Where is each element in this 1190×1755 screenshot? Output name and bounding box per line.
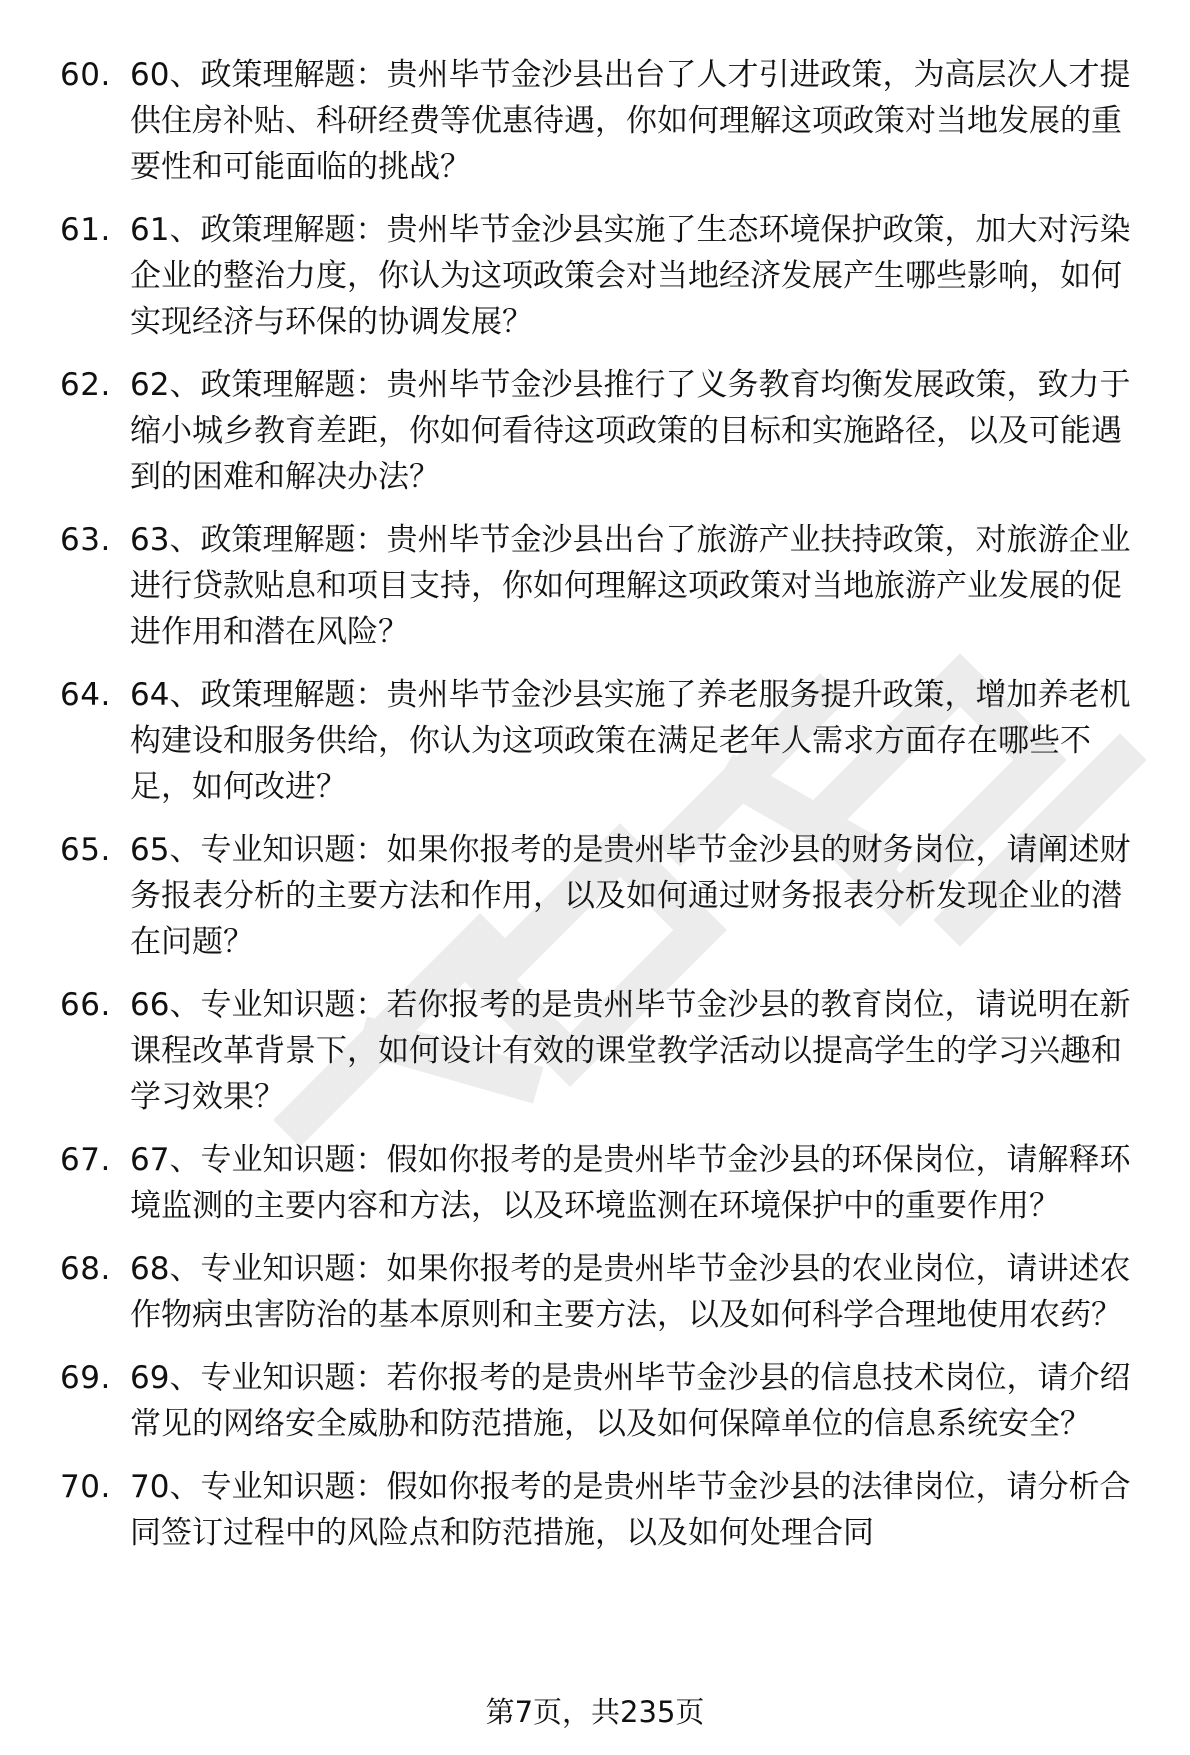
question-text: 67、专业知识题：假如你报考的是贵州毕节金沙县的环保岗位，请解释环境监测的主要内容和方法，以及环境监测在环境保护中的重要作用？ [130, 1142, 1131, 1224]
question-item [60, 672, 1160, 810]
question-item [60, 52, 1160, 190]
question-number: 70. [60, 1469, 111, 1505]
question-item [60, 362, 1160, 500]
question-item [60, 1464, 1160, 1556]
question-item [60, 982, 1160, 1120]
question-number: 64. [60, 677, 111, 713]
question-number: 69. [60, 1360, 111, 1396]
question-item [60, 1355, 1160, 1447]
question-text: 68、专业知识题：如果你报考的是贵州毕节金沙县的农业岗位，请讲述农作物病虫害防治的基本原则和主要方法，以及如何科学合理地使用农药？ [130, 1251, 1131, 1333]
question-number: 67. [60, 1142, 111, 1178]
question-text: 63、政策理解题：贵州毕节金沙县出台了旅游产业扶持政策，对旅游企业进行贷款贴息和项目支持，你如何理解这项政策对当地旅游产业发展的促进作用和潜在风险？ [130, 522, 1131, 650]
question-text: 70、专业知识题：假如你报考的是贵州毕节金沙县的法律岗位，请分析合同签订过程中的风险点和防范措施，以及如何处理合同 [130, 1469, 1131, 1551]
question-item [60, 827, 1160, 965]
question-text: 64、政策理解题：贵州毕节金沙县实施了养老服务提升政策，增加养老机构建设和服务供给，你认为这项政策在满足老年人需求方面存在哪些不足，如何改进？ [130, 677, 1131, 805]
question-number: 61. [60, 212, 111, 248]
question-item [60, 517, 1160, 655]
question-number: 63. [60, 522, 111, 558]
question-item [60, 207, 1160, 345]
question-list [60, 52, 1160, 1573]
question-text: 61、政策理解题：贵州毕节金沙县实施了生态环境保护政策，加大对污染企业的整治力度，你认为这项政策会对当地经济发展产生哪些影响，如何实现经济与环保的协调发展？ [130, 212, 1131, 340]
question-text: 62、政策理解题：贵州毕节金沙县推行了义务教育均衡发展政策，致力于缩小城乡教育差距，你如何看待这项政策的目标和实施路径，以及可能遇到的困难和解决办法？ [130, 367, 1131, 495]
page-footer: 第7页，共235页 [485, 1695, 705, 1729]
question-text: 69、专业知识题：若你报考的是贵州毕节金沙县的信息技术岗位，请介绍常见的网络安全威胁和防范措施，以及如何保障单位的信息系统安全？ [130, 1360, 1131, 1442]
question-number: 66. [60, 987, 111, 1023]
question-item [60, 1246, 1160, 1338]
question-number: 68. [60, 1251, 111, 1287]
question-number: 65. [60, 832, 111, 868]
question-text: 66、专业知识题：若你报考的是贵州毕节金沙县的教育岗位，请说明在新课程改革背景下，如何设计有效的课堂教学活动以提高学生的学习兴趣和学习效果？ [130, 987, 1131, 1115]
question-text: 60、政策理解题：贵州毕节金沙县出台了人才引进政策，为高层次人才提供住房补贴、科研经费等优惠待遇，你如何理解这项政策对当地发展的重要性和可能面临的挑战？ [130, 57, 1131, 185]
question-number: 60. [60, 57, 111, 93]
question-item [60, 1137, 1160, 1229]
question-text: 65、专业知识题：如果你报考的是贵州毕节金沙县的财务岗位，请阐述财务报表分析的主要方法和作用，以及如何通过财务报表分析发现企业的潜在问题？ [130, 832, 1131, 960]
question-number: 62. [60, 367, 111, 403]
